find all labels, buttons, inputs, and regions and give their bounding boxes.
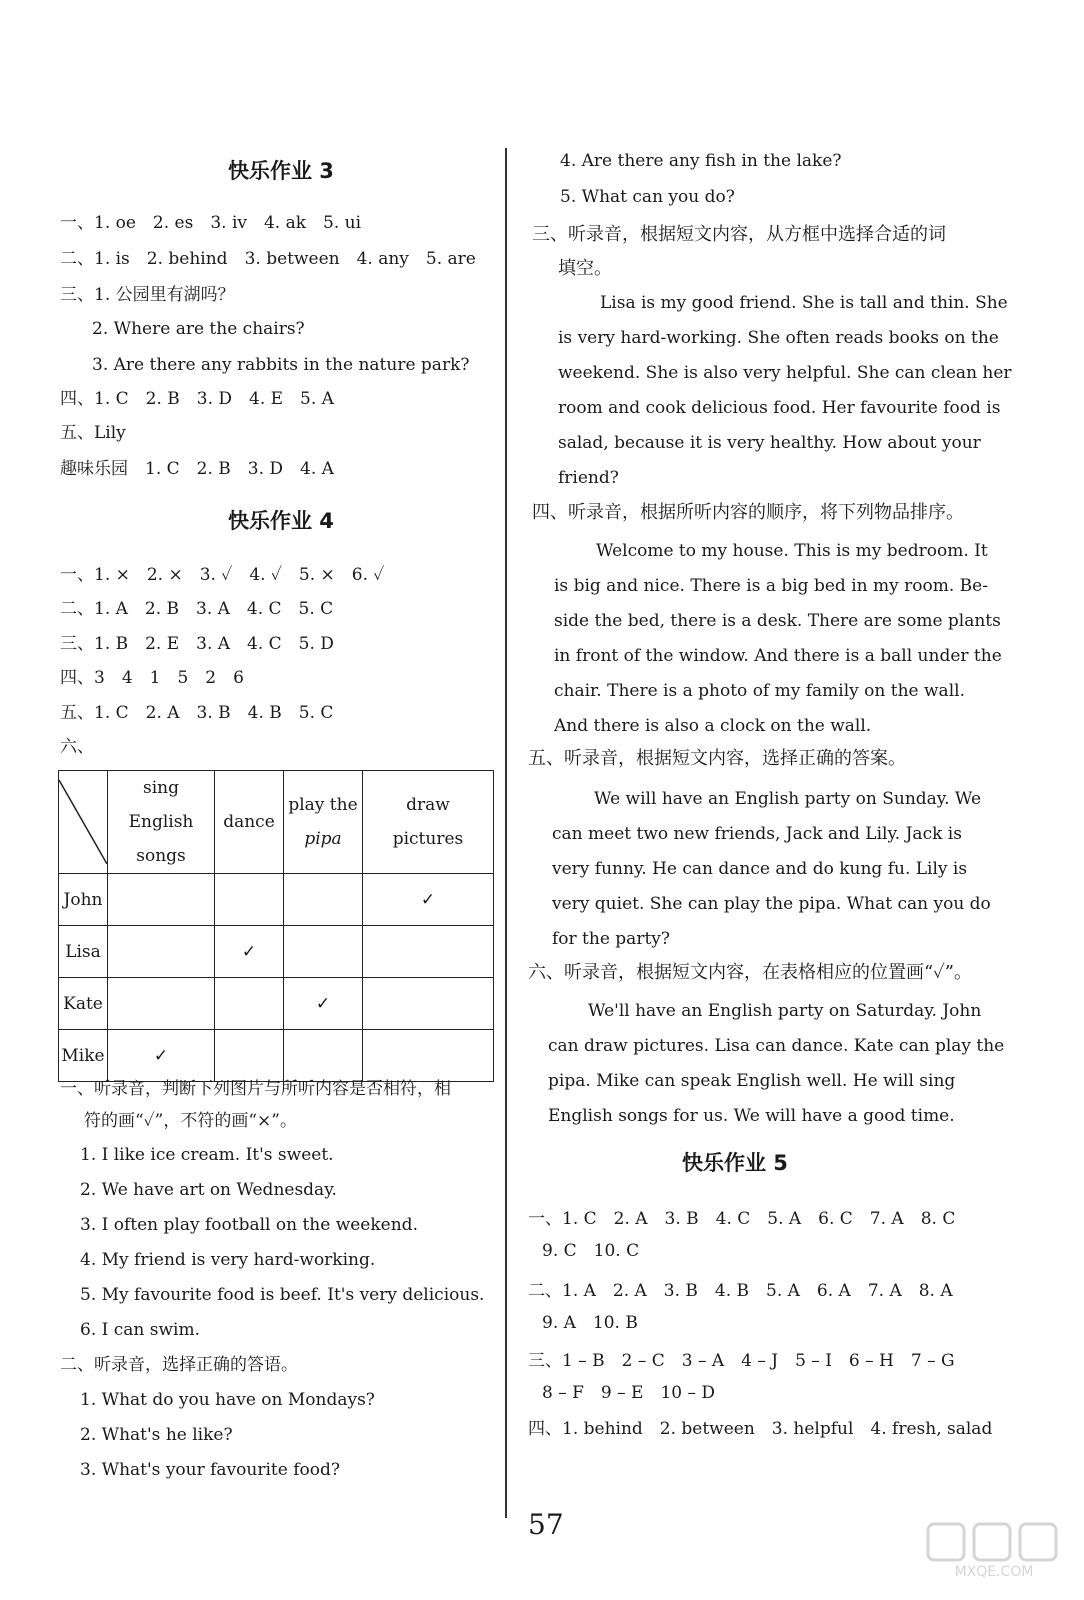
s4-heading: 四、听录音，根据所听内容的顺序，将下列物品排序。: [532, 502, 964, 523]
table-row-kate: [59, 978, 494, 1030]
hw4-line-6: 六、: [60, 737, 94, 757]
hw5-line-2: 9. C 10. C: [542, 1241, 640, 1261]
s6-paragraph: We'll have an English party on Saturday. John can draw pictures. Lisa can dance. Kate can play the pipa. Mike can speak English well. He will sing English songs for us. We will have a good time.: [548, 1001, 1005, 1126]
hw5-line-5: 三、1 – B 2 – C 3 – A 4 – J 5 – I 6 – H 7 – G: [528, 1351, 955, 1371]
hw3-line-7: 五、Lily: [60, 423, 126, 443]
header-sing: sing English songs: [108, 771, 215, 874]
hw4-line-4: 四、3 4 1 5 2 6: [60, 668, 244, 688]
section1-line-2: 2. We have art on Wednesday.: [80, 1180, 337, 1200]
hw4-line-3: 三、1. B 2. E 3. A 4. C 5. D: [60, 634, 334, 654]
check-mark: ✓: [363, 874, 494, 926]
s5-paragraph: We will have an English party on Sunday. We can meet two new friends, Jack and Lily. Jack is very funny. He can dance and do kung fu. Lily is very quiet. She can play the pipa. What can you do for the party?: [552, 789, 991, 949]
table-row-lisa: [59, 926, 494, 978]
page-number: 57: [528, 1508, 564, 1541]
hw3-line-8: 趣味乐园 1. C 2. B 3. D 4. A: [60, 459, 334, 479]
answer-table: [58, 770, 494, 1082]
watermark-logo: [924, 1520, 1064, 1580]
section2-line-1: 1. What do you have on Mondays?: [80, 1390, 375, 1410]
check-mark: ✓: [284, 978, 363, 1030]
check-mark: ✓: [108, 1030, 215, 1082]
hw5-title: 快乐作业 5: [682, 1151, 788, 1175]
hw5-line-3: 二、1. A 2. A 3. B 4. B 5. A 6. A 7. A 8. A: [528, 1281, 953, 1301]
hw5-line-6: 8 – F 9 – E 10 – D: [542, 1383, 716, 1403]
hw3-line-2: 二、1. is 2. behind 3. between 4. any 5. are: [60, 249, 476, 269]
section1-heading-1: 一、听录音，判断下列图片与所听内容是否相符，相: [60, 1079, 451, 1099]
hw3-line-3: 三、1. 公园里有湖吗？: [60, 285, 235, 305]
hw3-line-4: 2. Where are the chairs?: [92, 319, 305, 339]
header-dance: dance: [215, 771, 284, 874]
table-row-john: [59, 874, 494, 926]
section2-line-2: 2. What's he like?: [80, 1425, 233, 1445]
row-name: Mike: [59, 1030, 108, 1082]
section1-line-5: 5. My favourite food is beef. It's very delicious.: [80, 1285, 485, 1305]
watermark-text: MXQE.COM: [954, 1564, 1034, 1580]
hw3-line-1: 一、1. oe 2. es 3. iv 4. ak 5. ui: [60, 213, 362, 233]
s3-heading-2: 填空。: [558, 258, 612, 279]
hw4-line-2: 二、1. A 2. B 3. A 4. C 5. C: [60, 599, 334, 619]
section2-heading: 二、听录音，选择正确的答语。: [60, 1355, 298, 1375]
column-divider: [505, 148, 507, 1518]
hw3-title: 快乐作业 3: [228, 159, 334, 183]
hw4-line-1: 一、1. × 2. × 3. ✓ 4. ✓ 5. × 6. ✓: [60, 565, 385, 585]
section2-line-3: 3. What's your favourite food?: [80, 1460, 340, 1480]
section1-heading-2: 符的画“✓”，不符的画“×”。: [84, 1111, 297, 1131]
hw5-line-7: 四、1. behind 2. between 3. helpful 4. fresh, salad: [528, 1419, 993, 1439]
hw3-line-6: 四、1. C 2. B 3. D 4. E 5. A: [60, 389, 334, 409]
table-row-mike: [59, 1030, 494, 1082]
s4-paragraph: Welcome to my house. This is my bedroom. It is big and nice. There is a big bed in my room. Be- side the bed, there is a desk. There are some plants in front of the window. And there is a ball under the chair. There is a photo of my family on the wall. And there is also a clock on the wall.: [554, 541, 1002, 736]
section1-line-4: 4. My friend is very hard-working.: [80, 1250, 376, 1270]
hw5-line-4: 9. A 10. B: [542, 1313, 638, 1333]
row-name: Lisa: [59, 926, 108, 978]
row-name: Kate: [59, 978, 108, 1030]
diagonal-line: [59, 780, 107, 864]
table-corner: [59, 771, 108, 874]
hw5-line-1: 一、1. C 2. A 3. B 4. C 5. A 6. C 7. A 8. C: [528, 1209, 956, 1229]
row-name: John: [59, 874, 108, 926]
s3-paragraph: Lisa is my good friend. She is tall and thin. She is very hard-working. She often reads books on the weekend. She is also very helpful. She can clean her room and cook delicious food. Her favourite food is salad, because it is very healthy. How about your friend?: [558, 293, 1012, 488]
right-line-5: 5. What can you do?: [560, 187, 735, 207]
s3-heading-1: 三、听录音，根据短文内容，从方框中选择合适的词: [532, 224, 946, 245]
hw4-line-5: 五、1. C 2. A 3. B 4. B 5. C: [60, 703, 334, 723]
hw3-line-5: 3. Are there any rabbits in the nature park?: [92, 355, 470, 375]
section1-line-3: 3. I often play football on the weekend.: [80, 1215, 418, 1235]
header-draw: draw pictures: [363, 771, 494, 874]
section1-line-6: 6. I can swim.: [80, 1320, 200, 1340]
header-play-pipa: play the pipa: [284, 771, 363, 874]
hw4-title: 快乐作业 4: [228, 509, 334, 533]
section1-line-1: 1. I like ice cream. It's sweet.: [80, 1145, 334, 1165]
s5-heading: 五、听录音，根据短文内容，选择正确的答案。: [528, 748, 906, 769]
right-line-4: 4. Are there any fish in the lake?: [560, 151, 842, 171]
check-mark: ✓: [215, 926, 284, 978]
s6-heading: 六、听录音，根据短文内容，在表格相应的位置画“✓”。: [528, 962, 973, 983]
